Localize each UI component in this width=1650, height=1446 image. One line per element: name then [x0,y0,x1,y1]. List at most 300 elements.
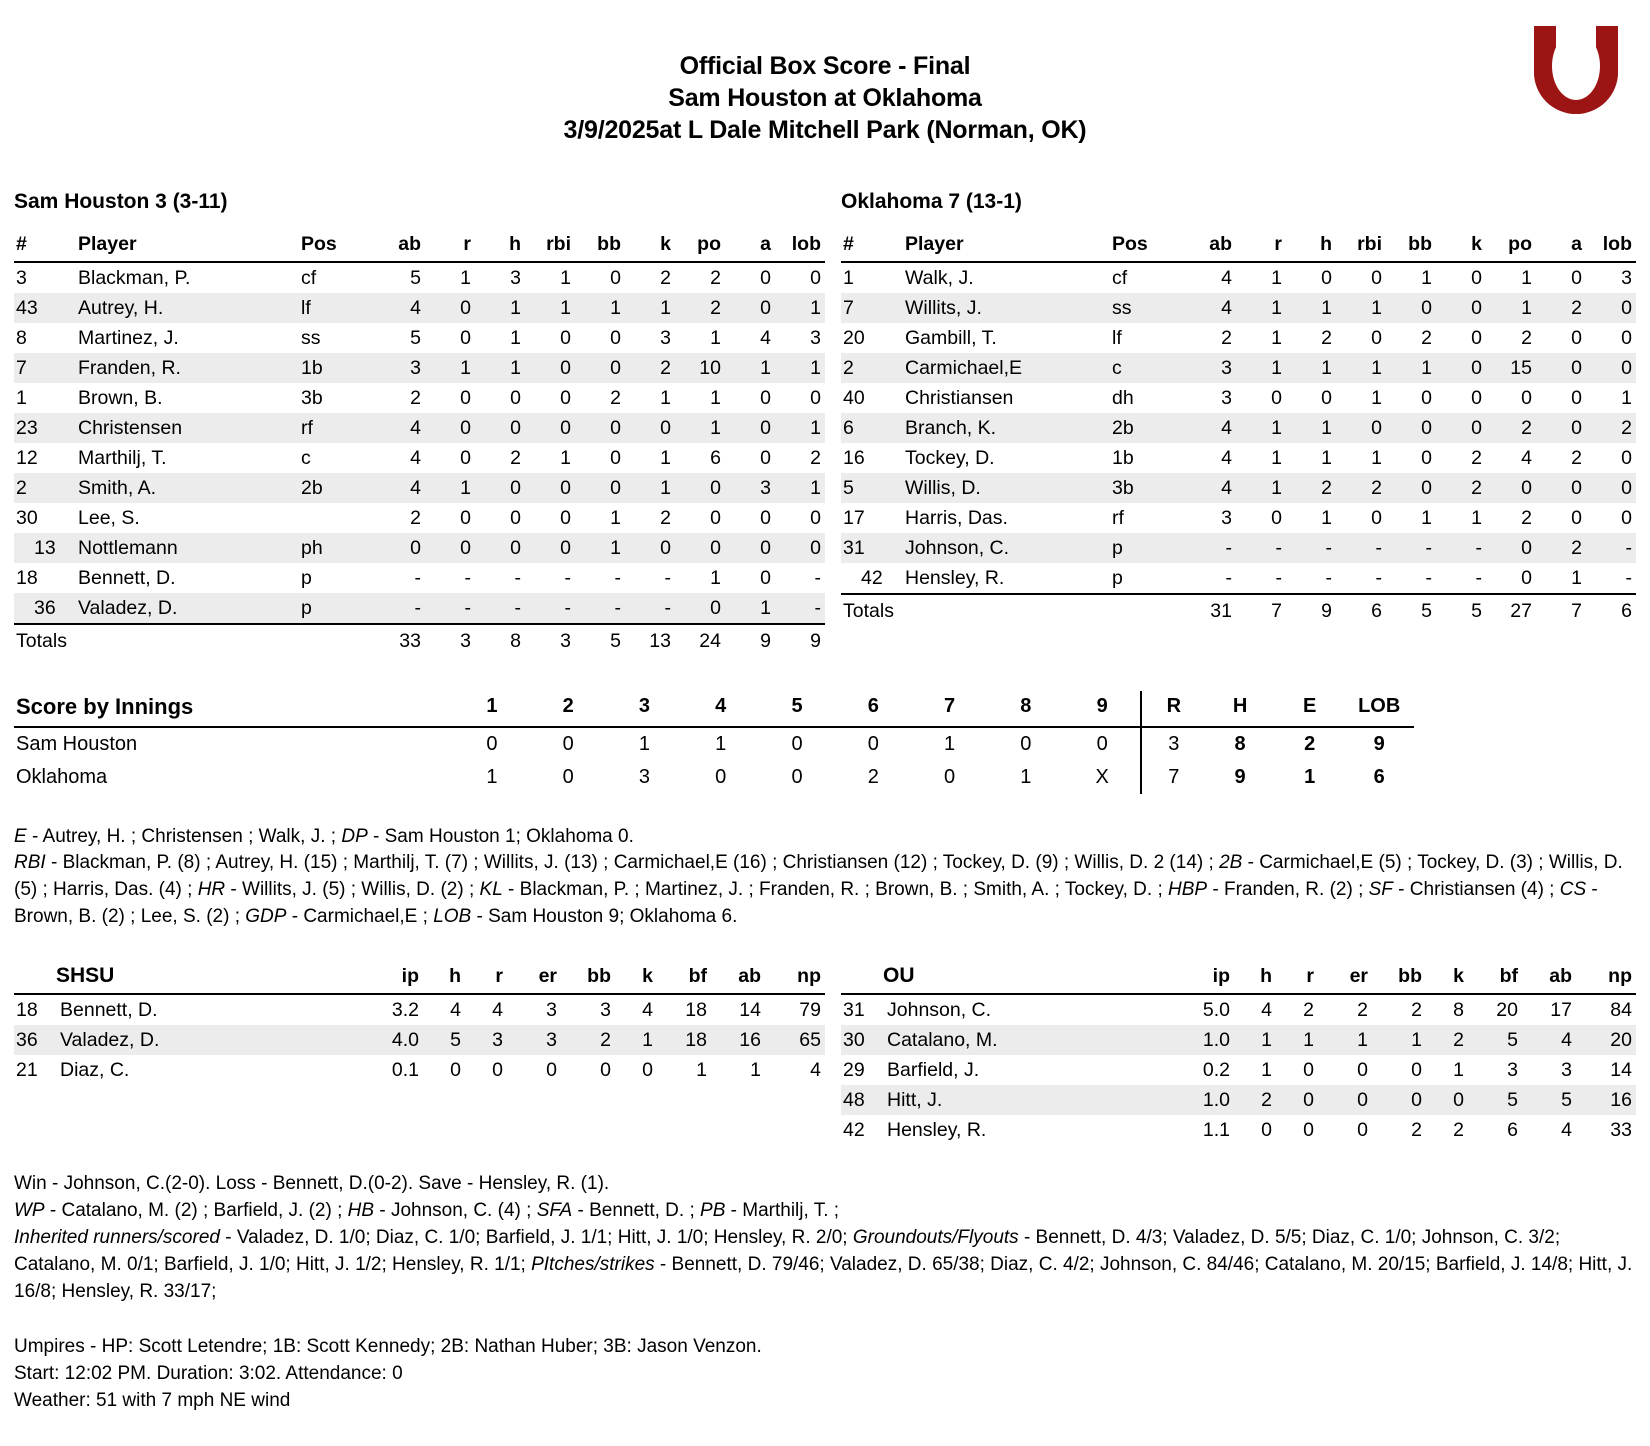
col-po: po [1486,230,1536,262]
player-position: p [301,566,312,589]
stat-bb: 0 [1421,296,1432,319]
stat-lob: - [1625,566,1632,589]
stat-a: 1 [760,596,771,619]
stat-h: 1 [1261,1028,1272,1051]
stat-ab: 3 [1221,386,1232,409]
stat-ab: 4 [1561,1028,1572,1051]
note-text: - Sam Houston 1; Oklahoma 0. [367,825,634,847]
stat-lob: 0 [1621,326,1632,349]
stat-r: 0 [460,446,471,469]
table-row [841,563,1636,594]
pitcher-number: 42 [843,1118,865,1141]
player-position: 2b [1112,416,1134,439]
stat-h: 1 [510,356,521,379]
stat-h: 0 [510,386,521,409]
player-number: 42 [861,566,883,589]
inning-runs-6: 2 [867,765,879,788]
stat-ip: 1.0 [1202,1028,1230,1051]
player-number: 2 [843,356,854,379]
player-number: 7 [843,296,854,319]
col-po: po [675,230,725,262]
stat-r: 1 [460,266,471,289]
col-bf: bf [657,961,711,994]
stat-h: 1 [1321,506,1332,529]
stat-a: 0 [1571,506,1582,529]
stat-r: 0 [1303,1058,1314,1081]
player-name: Smith, A. [78,476,157,499]
note-keyword: KL [479,879,503,901]
player-number: 7 [16,356,27,379]
col-number [841,961,881,994]
stat-ab: 4 [1221,446,1232,469]
stat-h: 1 [1321,356,1332,379]
inning-runs-3: 1 [638,732,650,755]
stat-rbi: 1 [1371,386,1382,409]
stat-a: 0 [760,506,771,529]
table-row [841,383,1636,413]
note-text: - Blackman, P. (8) ; Autrey, H. (15) ; Marthilj, T. (7) ; Willits, J. (13) ; Carmichael,E (16) ; Christiansen (12) ; Tockey, D. (9) ; Willis, D. 2 (14) ; [45,852,1220,874]
col-er: er [507,961,561,994]
stat-lob: 2 [1621,416,1632,439]
stat-bb: 0 [610,356,621,379]
stat-ab: 5 [410,266,421,289]
col-h: h [423,961,465,994]
stat-h: 0 [510,536,521,559]
home-batting-body [841,262,1636,594]
total-po: 24 [675,624,725,657]
away-pitching-table [14,961,825,1085]
weather-line: Weather: 51 with 7 mph NE wind [14,1390,291,1412]
stat-rbi: 1 [1371,446,1382,469]
note-text: - Carmichael,E ; [286,906,434,928]
table-header-row [841,230,1636,262]
col-r: r [465,961,507,994]
note-text: - Carmichael,E (5) ; Tockey, D. (3) ; Willis, D. (5) ; Harris, Das. (4) ; [14,852,1623,901]
stat-k: 1 [1471,506,1482,529]
stat-r: 0 [1271,506,1282,529]
stat-bf: 1 [696,1058,707,1081]
inning-runs-7: 0 [944,765,956,788]
stat-rbi: - [564,566,571,589]
table-row [841,353,1636,383]
stat-a: 2 [1571,296,1582,319]
stat-bb: 0 [610,416,621,439]
inning-header-3: 3 [606,691,682,727]
stat-bb: 0 [600,1058,611,1081]
stat-bb: 1 [1411,1028,1422,1051]
stat-r: 0 [460,416,471,439]
table-header-row [14,961,825,994]
stat-k: - [1475,536,1482,559]
col-rbi: rbi [1336,230,1386,262]
note-text: - Bennett, D. 79/46; Valadez, D. 65/38; Diaz, C. 4/2; Johnson, C. 84/46; Catalano, M. 20/15; Barfield, J. 14/8; Hitt, J. 16/8; Hensley, R. 33/17; [14,1254,1633,1303]
note-keyword: SFA [536,1200,573,1222]
table-row [14,413,825,443]
player-name: Bennett, D. [78,566,176,589]
stat-h: 0 [450,1058,461,1081]
stat-ab: 0 [410,536,421,559]
table-row [841,994,1636,1025]
col-h: h [1234,961,1276,994]
stat-r: 1 [1271,446,1282,469]
stat-bb: 0 [610,326,621,349]
player-position: 1b [301,356,323,379]
stat-ab: 4 [1561,1118,1572,1141]
stat-bb: 2 [600,1028,611,1051]
home-pitching-body [841,994,1636,1145]
stat-np: 14 [1610,1058,1632,1081]
col-np: np [1576,961,1636,994]
table-row [14,383,825,413]
note-keyword: RBI [14,852,46,874]
player-number: 20 [843,326,865,349]
stat-h: 3 [510,266,521,289]
total-lob: 6 [1586,594,1636,627]
col-bb: bb [1372,961,1426,994]
player-position: p [1112,566,1123,589]
player-number: 8 [16,326,27,349]
stat-rbi: 1 [560,296,571,319]
stat-k: - [1475,566,1482,589]
col-ab: ab [369,230,425,262]
note-keyword: E [14,825,27,847]
stat-r: 1 [1271,416,1282,439]
player-name: Brown, B. [78,386,163,409]
stat-po: 1 [710,326,721,349]
table-row [841,262,1636,293]
col-er: er [1318,961,1372,994]
stat-po: 0 [710,506,721,529]
stat-rbi: 0 [560,536,571,559]
stat-lob: 1 [810,296,821,319]
score-by-innings-table [14,691,1414,794]
stat-po: 1 [710,566,721,589]
stat-ab: 1 [750,1058,761,1081]
stat-lob: - [814,566,821,589]
stat-bb: 3 [600,998,611,1021]
stat-er: 0 [1357,1058,1368,1081]
stat-po: 6 [710,446,721,469]
stat-k: 2 [1453,1118,1464,1141]
player-number: 31 [843,536,865,559]
stat-a: 2 [1571,536,1582,559]
col-np: np [765,961,825,994]
total-header-e: E [1275,691,1345,727]
stat-h: - [1325,566,1332,589]
player-position: rf [301,416,313,439]
player-name: Autrey, H. [78,296,164,319]
col-r: r [425,230,475,262]
col-bb: bb [1386,230,1436,262]
stat-h: 0 [510,506,521,529]
stat-ab: 4 [410,416,421,439]
innings-header-row [14,691,1414,727]
player-position: ss [1112,296,1132,319]
stat-h: 4 [1261,998,1272,1021]
note-keyword: HB [347,1200,375,1222]
note-text: - Bennett, D. ; [572,1200,701,1222]
inning-runs-9: 0 [1096,732,1108,755]
stat-h: 1 [1321,296,1332,319]
total-h: 8 [475,624,525,657]
player-number: 43 [16,296,38,319]
table-header-row [14,230,825,262]
stat-rbi: 2 [1371,476,1382,499]
player-number: 12 [16,446,38,469]
score-by-innings-section [14,691,1636,794]
stat-po: 0 [710,476,721,499]
innings-team-row [14,727,1414,761]
stat-h: 4 [450,998,461,1021]
player-number: 6 [843,416,854,439]
stat-po: 0 [1521,536,1532,559]
pitcher-number: 29 [843,1058,865,1081]
stat-k: 1 [660,446,671,469]
stat-k: 1 [660,476,671,499]
table-row [841,1085,1636,1115]
col-k: k [615,961,657,994]
inning-header-1: 1 [454,691,530,727]
stat-ab: 5 [410,326,421,349]
stat-po: 0 [710,596,721,619]
stat-po: 0 [710,536,721,559]
stat-er: 0 [1357,1088,1368,1111]
stat-k: 0 [1471,416,1482,439]
table-row [14,473,825,503]
player-name: Gambill, T. [905,326,997,349]
stat-bf: 20 [1496,998,1518,1021]
stat-ab: 5 [1561,1088,1572,1111]
stat-bf: 18 [685,1028,707,1051]
stat-er: 1 [1357,1028,1368,1051]
total-header-lob: LOB [1344,691,1414,727]
stat-ab: 16 [739,1028,761,1051]
pitcher-number: 18 [16,998,38,1021]
stat-er: 0 [1357,1118,1368,1141]
col-a: a [1536,230,1586,262]
player-number: 3 [16,266,27,289]
stat-er: 3 [546,1028,557,1051]
stat-a: 0 [760,266,771,289]
player-position: p [301,596,312,619]
note-keyword: PItches/strikes [531,1254,655,1276]
stat-rbi: 0 [1371,326,1382,349]
stat-bb: 1 [1421,266,1432,289]
stat-h: 2 [1321,476,1332,499]
inning-header-5: 5 [759,691,835,727]
note-keyword: WP [14,1200,45,1222]
innings-team-row [14,761,1414,794]
player-name: Harris, Das. [905,506,1008,529]
stat-h: 1 [510,326,521,349]
stat-rbi: 1 [1371,356,1382,379]
stat-po: 0 [1521,566,1532,589]
away-batting-foot [14,624,825,657]
total-h: 9 [1286,594,1336,627]
player-number: 5 [843,476,854,499]
stat-lob: 0 [1621,296,1632,319]
pitcher-name: Catalano, M. [887,1028,998,1051]
table-row [841,503,1636,533]
total-header-r: R [1141,691,1205,727]
player-number: 23 [16,416,38,439]
table-row [841,473,1636,503]
stat-r: - [1275,566,1282,589]
total-h: 8 [1234,732,1246,755]
stat-bb: 0 [610,446,621,469]
stat-a: 0 [760,296,771,319]
note-keyword: Inherited runners/scored [14,1227,220,1249]
stat-k: 1 [660,296,671,319]
stat-a: 1 [1571,566,1582,589]
player-name: Lee, S. [78,506,140,529]
note-text: - Catalano, M. (2) ; Barfield, J. (2) ; [44,1200,348,1222]
innings-team-name: Sam Houston [16,732,138,755]
table-row [14,443,825,473]
stat-ip: 0.2 [1202,1058,1230,1081]
stat-ip: 3.2 [391,998,419,1021]
total-bb: 5 [575,624,625,657]
stat-k: 4 [642,998,653,1021]
stat-bb: 0 [610,476,621,499]
stat-ab: 3 [410,356,421,379]
game-notes [14,824,1636,932]
table-row [841,323,1636,353]
stat-ip: 5.0 [1202,998,1230,1021]
stat-a: 0 [1571,356,1582,379]
stat-r: 3 [492,1028,503,1051]
header-title-line-3: 3/9/2025at L Dale Mitchell Park (Norman, OK) [563,116,1087,144]
stat-bb: 1 [610,506,621,529]
stat-bb: 2 [1411,1118,1422,1141]
away-team-title: Sam Houston 3 (3-11) [14,190,228,213]
note-text: - Autrey, H. ; Christensen ; Walk, J. ; [26,825,342,847]
note-text: - Blackman, P. ; Martinez, J. ; Franden, R. ; Brown, B. ; Smith, A. ; Tockey, D. ; [502,879,1168,901]
player-position: 2b [301,476,323,499]
totals-label: Totals [841,594,1180,627]
stat-h: 2 [1321,326,1332,349]
pitcher-name: Diaz, C. [60,1058,130,1081]
stat-a: 0 [760,386,771,409]
player-position: 1b [1112,446,1134,469]
player-name: Blackman, P. [78,266,191,289]
stat-h: - [514,566,521,589]
stat-ab: 4 [410,476,421,499]
stat-bb: 0 [610,266,621,289]
stat-bb: 0 [1421,476,1432,499]
stat-po: 0 [1521,386,1532,409]
total-header-h: H [1205,691,1275,727]
player-name: Christiansen [905,386,1014,409]
stat-k: - [664,596,671,619]
total-lob: 9 [775,624,825,657]
stat-r: 0 [1303,1088,1314,1111]
stat-po: 10 [699,356,721,379]
stat-h: 5 [450,1028,461,1051]
col-bf: bf [1468,961,1522,994]
stat-a: 0 [760,446,771,469]
col-ab: ab [1522,961,1576,994]
stat-bb: 1 [610,296,621,319]
stat-po: 2 [1521,506,1532,529]
col-team-shsu: SHSU [54,961,367,994]
stat-r: 2 [1303,998,1314,1021]
col-r: r [1236,230,1286,262]
note-text: - Valadez, D. 1/0; Diaz, C. 1/0; Barfield, J. 1/1; Hitt, J. 1/0; Hensley, R. 2/0; [219,1227,853,1249]
player-name: Walk, J. [905,266,974,289]
stat-np: 4 [810,1058,821,1081]
table-row [14,563,825,593]
stat-h: 0 [510,416,521,439]
stat-po: 2 [1521,416,1532,439]
table-row [841,293,1636,323]
col-lob: lob [775,230,825,262]
col-pos: Pos [1086,230,1180,262]
table-row [14,533,825,563]
inning-runs-5: 0 [791,732,803,755]
inning-runs-6: 0 [867,732,879,755]
stat-bb: 0 [1421,416,1432,439]
stat-r: 0 [1271,386,1282,409]
stat-r: 1 [1271,296,1282,319]
home-pitching-table [841,961,1636,1145]
total-ab: 31 [1180,594,1236,627]
inning-runs-4: 0 [715,765,727,788]
player-position: lf [1112,326,1122,349]
stat-rbi: 1 [1371,296,1382,319]
pitching-section [14,961,1636,1145]
stat-bf: 5 [1507,1088,1518,1111]
stat-po: 2 [710,266,721,289]
stat-bf: 5 [1507,1028,1518,1051]
stat-bf: 6 [1507,1118,1518,1141]
stat-k: 2 [660,266,671,289]
stat-ip: 1.1 [1202,1118,1230,1141]
stat-r: 1 [1271,326,1282,349]
stat-lob: 3 [810,326,821,349]
stat-a: 0 [1571,476,1582,499]
stat-po: 2 [710,296,721,319]
table-row [841,1025,1636,1055]
stat-r: - [464,596,471,619]
col-r: r [1276,961,1318,994]
stat-k: - [664,566,671,589]
col-ab: ab [711,961,765,994]
total-e: 1 [1304,765,1316,788]
stat-np: 65 [799,1028,821,1051]
player-number: 1 [16,386,27,409]
note-keyword: CS [1559,879,1587,901]
away-team-batting [14,190,825,657]
stat-rbi: 0 [560,506,571,529]
away-batting-body [14,262,825,624]
pitcher-name: Johnson, C. [887,998,992,1021]
inning-runs-8: 1 [1020,765,1032,788]
player-name: Willis, D. [905,476,981,499]
note-keyword: HBP [1168,879,1208,901]
stat-h: 1 [1321,446,1332,469]
player-name: Willits, J. [905,296,982,319]
col-ip: ip [1178,961,1234,994]
stat-rbi: - [1375,566,1382,589]
total-h: 9 [1234,765,1246,788]
col-k: k [625,230,675,262]
stat-lob: 0 [810,266,821,289]
stat-lob: 1 [810,476,821,499]
stat-lob: - [814,596,821,619]
table-row [841,443,1636,473]
home-pitching [825,961,1636,1145]
